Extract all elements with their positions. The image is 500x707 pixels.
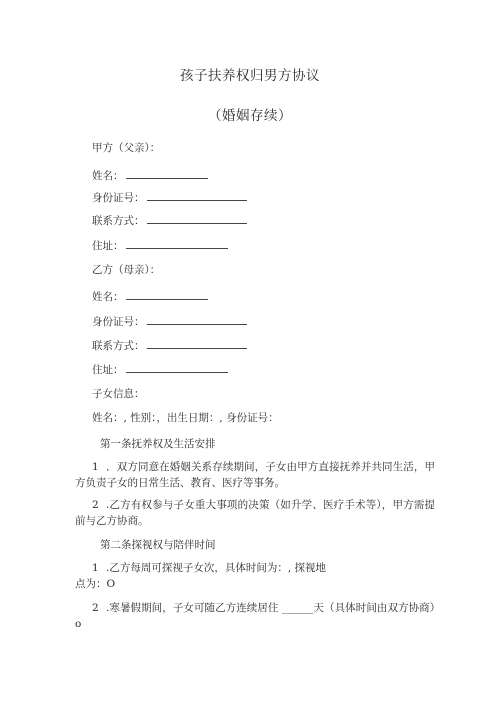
article-2-clause-1-text-a: .乙方每周可探视子女次，具体时间为：, 探视地: [106, 562, 327, 574]
party-b-id-row: [92, 314, 247, 329]
document-subtitle: （婚姻存续）: [208, 108, 292, 124]
party-a-contact-label: 联系方式：: [92, 215, 145, 227]
party-a-address-label: 住址：: [92, 240, 124, 252]
party-a-heading: 甲方（父亲）：: [92, 142, 161, 154]
party-a-id-blank: [147, 190, 247, 201]
article-1-heading: 第一条抚养权及生活安排: [100, 438, 216, 450]
child-info-heading: 子女信息：: [92, 388, 145, 400]
article-1-clause-2-text: .乙方有权参与子女重大事项的决策（如升学、医疗手术等），甲方需提前与乙方协商。: [75, 499, 435, 527]
party-a-contact-row: [92, 213, 247, 228]
party-a-id-label: 身份证号：: [92, 192, 145, 204]
article-2-clause-1: [75, 560, 435, 592]
article-2-clause-2-number: 2: [92, 602, 99, 614]
article-1-clause-2: [75, 497, 435, 529]
party-a-address-blank: [126, 238, 228, 249]
party-b-contact-label: 联系方式：: [92, 340, 145, 352]
document-title: 孩子扶养权归男方协议: [180, 68, 320, 84]
article-1-clause-2-number: 2: [92, 499, 99, 511]
party-b-address-row: [92, 362, 228, 377]
party-b-id-blank: [147, 314, 247, 325]
party-a-contact-blank: [147, 213, 247, 224]
party-a-id-row: [92, 190, 247, 205]
article-2-clause-2-text: .寒暑假期间，子女可随乙方连续居住 ______天（具体时间由双方协商）o: [75, 602, 435, 630]
party-b-contact-row: [92, 338, 247, 353]
party-b-name-row: [92, 289, 208, 304]
party-a-name-label: 姓名：: [92, 170, 124, 182]
article-1-clause-1: [75, 459, 435, 491]
party-b-name-blank: [126, 289, 208, 300]
child-info-line: 姓名：, 性别：，出生日期：, 身份证号：: [92, 412, 279, 424]
article-2-clause-1-text-b: 点为：O: [75, 578, 116, 590]
party-a-address-row: [92, 238, 228, 253]
party-b-address-blank: [126, 362, 228, 373]
party-b-name-label: 姓名：: [92, 291, 124, 303]
party-a-name-blank: [126, 168, 208, 179]
article-2-clause-2: [75, 600, 435, 632]
article-1-clause-1-number: 1: [92, 461, 99, 473]
article-1-clause-1-text: ．双方同意在婚姻关系存续期间，子女由甲方直接抚养并共同生活，甲方负责子女的日常生活、教育、医疗等事务。: [75, 461, 435, 489]
article-2-clause-1-number: 1: [92, 562, 99, 574]
party-b-address-label: 住址：: [92, 364, 124, 376]
party-b-id-label: 身份证号：: [92, 316, 145, 328]
party-b-heading: 乙方（母亲）：: [92, 264, 161, 276]
party-a-name-row: [92, 168, 208, 183]
article-2-heading: 第二条探视权与陪伴时间: [100, 539, 216, 551]
party-b-contact-blank: [147, 338, 247, 349]
